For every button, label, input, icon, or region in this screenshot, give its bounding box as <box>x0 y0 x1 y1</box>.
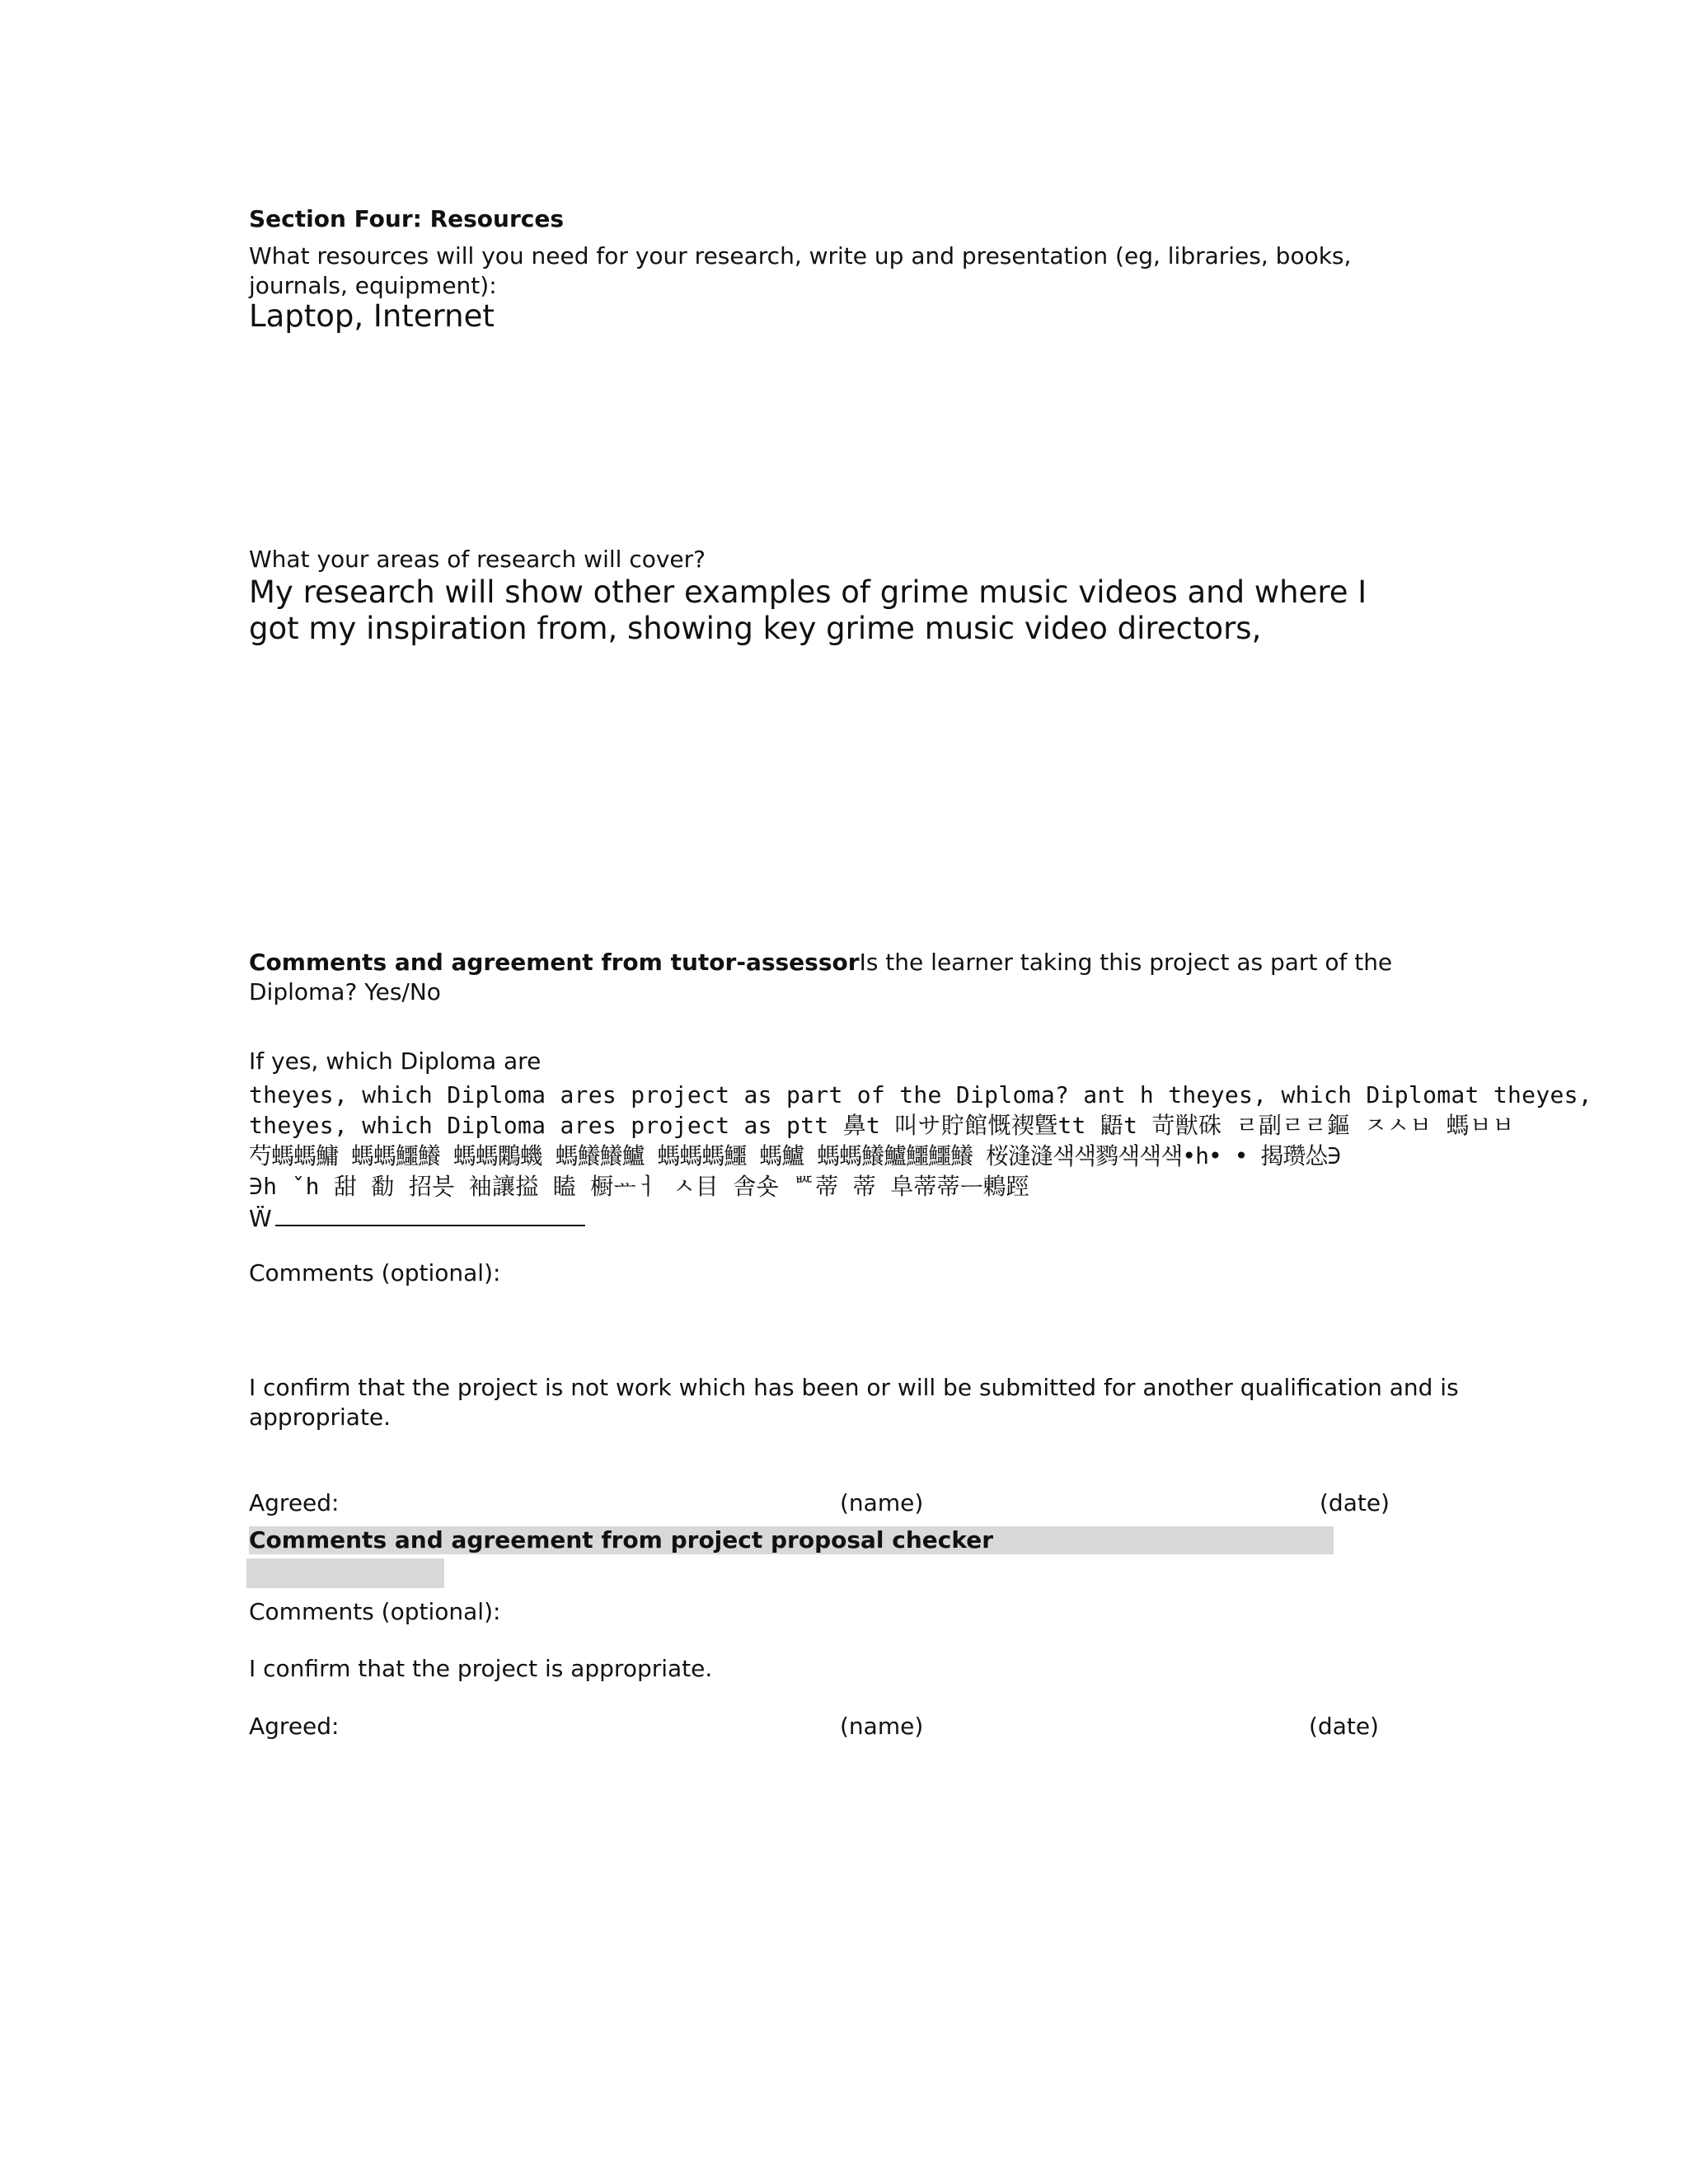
checker-heading: Comments and agreement from project proposal checker <box>249 1526 994 1554</box>
tutor-block <box>249 948 1452 1007</box>
diploma-field-row <box>249 1202 585 1234</box>
resources-question: What resources will you need for your research, write up and presentation (eg, libraries, books, journals, equipment): <box>249 242 1352 299</box>
tutor-confirm-statement: I confirm that the project is not work which has been or will be submitted for another qualification and is appropriate. <box>249 1374 1459 1431</box>
checker-comments-label: Comments (optional): <box>249 1598 501 1625</box>
diploma-answer-field[interactable] <box>275 1202 585 1226</box>
section-heading: Section Four: Resources <box>249 205 565 232</box>
diploma-question: Is the learner taking this project as part of the Diploma? Yes/No <box>249 949 1393 1005</box>
garbled-line-3: 芍螞螞鱅 螞螞鱷鱶 螞螞鷴蟣 螞鱶鱶鱸 螞螞螞鱷 螞鱸 螞螞鱶鱸鱷鱷鱶 桜漨漨색색鹨색색색•h• • 揭瓒怂∋ <box>249 1142 1341 1169</box>
tutor-heading: Comments and agreement from tutor-assessor <box>249 949 860 976</box>
checker-name-label: (name) <box>840 1713 924 1740</box>
checker-confirm-statement: I confirm that the project is appropriate. <box>249 1655 713 1682</box>
resources-answer: Laptop, Internet <box>249 298 495 334</box>
research-answer: My research will show other examples of grime music videos and where I got my inspiration from, showing key grime music video directors, <box>249 574 1367 646</box>
garbled-line-4: ∋h ˇh 甜 勫 招븟 袖讓搤 瞌 橱ᅭㅓ ㅅ目 舎숏 ᄣ蒂 蒂 阜蒂蒂ᅳ鶇踁 <box>249 1173 1030 1200</box>
checker-date-label: (date) <box>1309 1713 1379 1740</box>
checker-agreed-label: Agreed: <box>249 1713 340 1740</box>
if-yes-label: If yes, which Diploma are <box>249 1047 542 1075</box>
garbled-line-2: theyes, which Diploma ares project as ptt 鼻t 叫サ貯館慨禊曁tt 鼯t 苛獣硃 ㄹ副ㄹㄹ鏂 ㅈㅅㅂ 螞ㅂㅂ <box>249 1112 1515 1139</box>
garbled-line-1: theyes, which Diploma ares project as part of the Diploma? ant h theyes, which Diplomat theyes, <box>249 1081 1592 1108</box>
research-question: What your areas of research will cover? <box>249 546 706 573</box>
tutor-comments-label: Comments (optional): <box>249 1259 501 1286</box>
checker-blank-highlight <box>246 1558 444 1588</box>
garbled-line-5: Ẅ <box>249 1205 272 1232</box>
tutor-agreed-label: Agreed: <box>249 1489 340 1516</box>
tutor-date-label: (date) <box>1320 1489 1390 1516</box>
tutor-name-label: (name) <box>840 1489 924 1516</box>
